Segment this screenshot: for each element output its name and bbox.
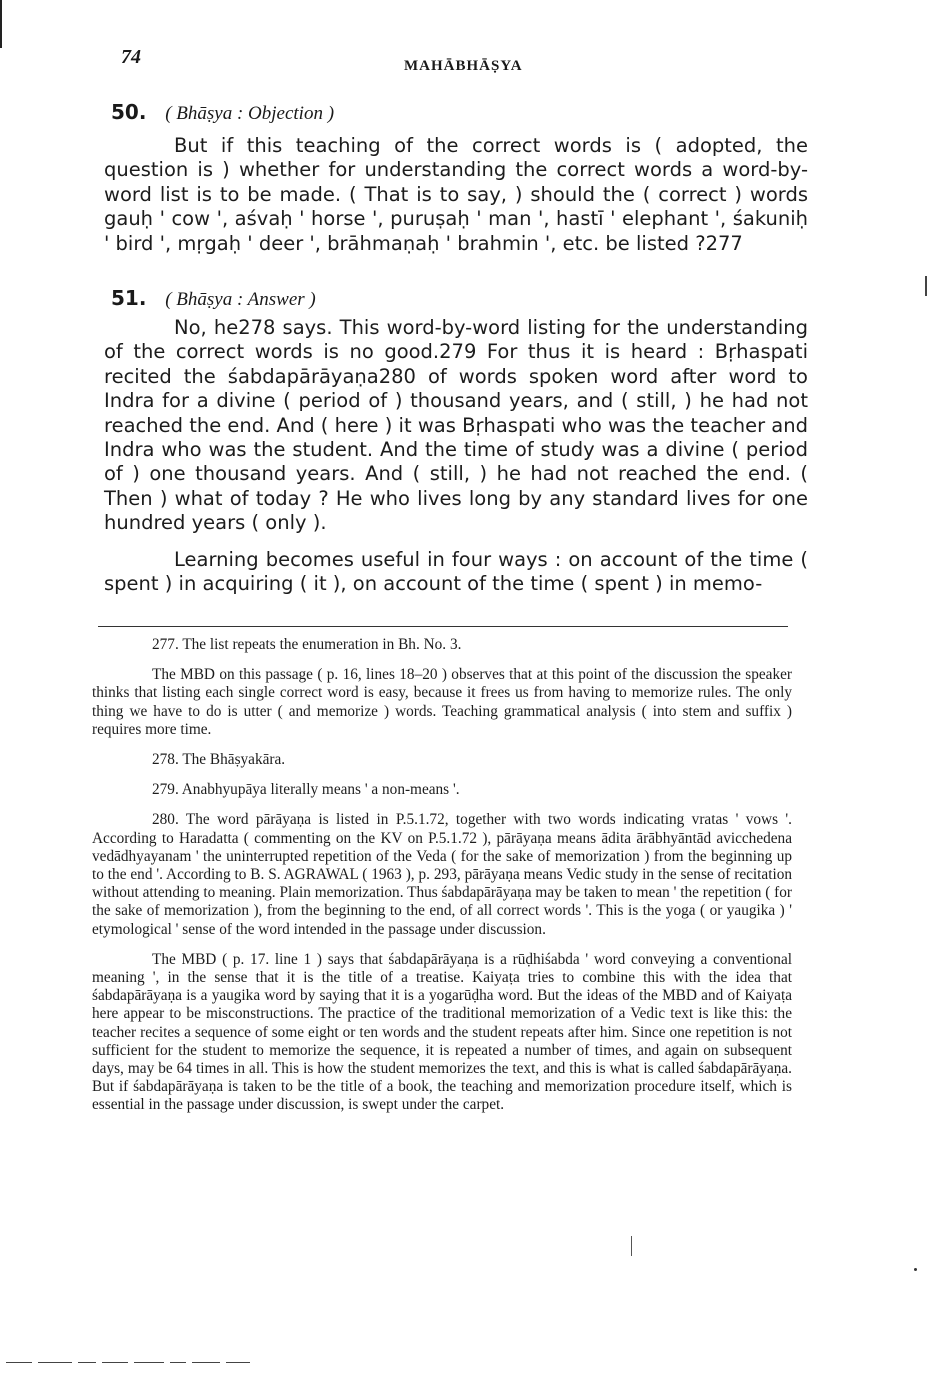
paragraph: Learning becomes useful in four ways : on account of the time ( spent ) in acquiring ( it ), on account of the time ( spent ) in memo- bbox=[104, 547, 808, 596]
footnote-divider bbox=[98, 626, 788, 627]
paragraph: No, he278 says. This word-by-word listing for the understanding of the correct words is no good.279 For thus it is heard : Bṛhaspati recited the śabdapārāyaṇa280 of words spoken word after word to Indra for a divine ( period of ) thousand years, and ( still, ) he had not reached the end. And ( here ) it was Bṛhaspati who was the teacher and Indra who was the student. And the time of study was a divine ( period of ) one thousand years. And ( still, ) he had not reached the end. ( Then ) what of today ? He who lives long by any standard lives for one hundred years ( only ). bbox=[104, 316, 808, 535]
section-50-heading bbox=[111, 100, 334, 125]
footnote-280: 280. The word pārāyaṇa is listed in P.5.1.72, together with two words indicating vratas ' vows '. According to Haradatta ( commenting on the KV on P.5.1.72 ), pārāyaṇa means ādita ārābhyāntād avicchedena vedādhyayanam ' the uninterrupted repetition of the Veda ( for the sake of memorization ) from the beginning up to the end '. According to B. S. AGRAWAL ( 1963 ), p. 293, pārāyaṇa means Vedic study in the sense of recitation without attending to meaning. Plain memorization. Thus śabdapārāyaṇa may be taken to mean ' the repetition ( for the sake of memorization ), from the beginning to the end, of all correct words '. This is the yoga ( or yaugika ) ' etymological ' sense of the word intended in the passage under discussion. bbox=[92, 811, 792, 938]
footnote-280-paragraph: The MBD ( p. 17. line 1 ) says that śabdapārāyaṇa is a rūḍhiśabda ' word conveying a conventional meaning ', in the sense that it is the title of a treatise. Kaiyaṭa tries to combine this with the idea that śabdapārāyaṇa is a yaugika word by saying that it is a yogarūḍha word. But the ideas of the MBD and of Kaiyaṭa here appear to be misconstructions. The practice of the traditional memorization of a Vedic text is like this: the teacher recites a sequence of some eight or ten words and the student repeats after him. Since one repetition is not sufficient for the student to memorize the sequence, it is repeated a number of times, and again on subsequent days, may be 64 times in all. This is how the student memorizes the text, and this is what is called śabdapārāyaṇa. But if śabdapārāyaṇa is taken to be the title of a book, the teaching and memorization procedure itself, which is essential in the passage under discussion, is swept under the carpet. bbox=[92, 950, 792, 1114]
footnotes bbox=[92, 636, 792, 1115]
section-number: 51. bbox=[111, 286, 147, 310]
stray-mark bbox=[631, 1236, 632, 1256]
section-50-body bbox=[104, 134, 808, 256]
paragraph: But if this teaching of the correct words is ( adopted, the question is ) whether for understanding the correct words a word-by-word list is to be made. ( That is to say, ) should the ( correct ) words gauḥ ' cow ', aśvaḥ ' horse ', puruṣaḥ ' man ', hastī ' elephant ', śakuniḥ ' bird ', mṛgaḥ ' deer ', brāhmaṇaḥ ' brahmin ', etc. be listed ?277 bbox=[104, 134, 808, 255]
scan-edge-mark bbox=[0, 0, 2, 48]
footnote-278: 278. The Bhāṣyakāra. bbox=[152, 751, 286, 769]
section-label: ( Bhāṣya : Answer ) bbox=[165, 289, 316, 310]
stray-dot bbox=[914, 1268, 917, 1271]
footnote-277: 277. The list repeats the enumeration in Bh. No. 3. bbox=[152, 636, 462, 653]
margin-mark bbox=[925, 276, 927, 296]
bottom-scan-dashes bbox=[6, 1362, 296, 1370]
section-number: 50. bbox=[111, 100, 147, 124]
section-label: ( Bhāṣya : Objection ) bbox=[165, 103, 335, 124]
footnote-279: 279. Anabhyupāya literally means ' a non-means '. bbox=[152, 781, 460, 799]
section-51-heading bbox=[111, 286, 316, 311]
section-51-body bbox=[104, 316, 808, 596]
running-head: MAHĀBHĀṢYA bbox=[404, 58, 523, 74]
page-number: 74 bbox=[121, 46, 141, 68]
footnote-277-paragraph: The MBD on this passage ( p. 16, lines 18–20 ) observes that at this point of the discussion the speaker thinks that listing each single correct word is easy, because it frees us from having to memorize rules. The only thing we have to do is utter ( and memorize ) words. Teaching grammatical analysis ( into stem and suffix ) requires more time. bbox=[92, 666, 792, 738]
